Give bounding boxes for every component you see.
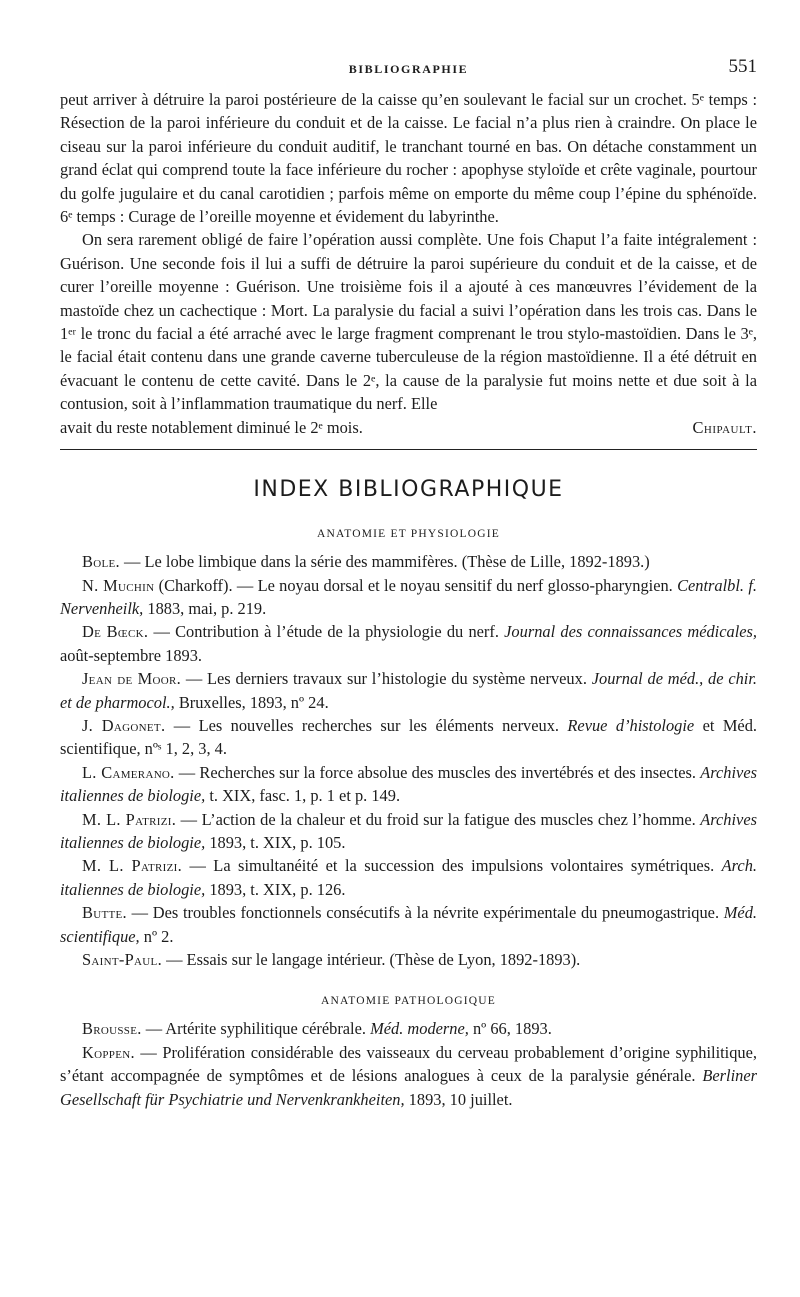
bibliography-entry (60, 948, 757, 971)
author-signature: Chipault. (692, 417, 757, 437)
entry-journal: Revue d’histologie (567, 715, 695, 735)
running-title: BIBLIOGRAPHIE (348, 62, 469, 76)
article-last-line: avait du reste notablement diminué le 2ᵉ mois. (60, 417, 363, 437)
entry-tail: nº 2. (139, 926, 174, 946)
entry-text: — Essais sur le langage intérieur. (Thèse de Lyon, 1892-1893). (161, 950, 581, 969)
entry-text: — Les nouvelles recherches sur les éléments nerveux. (165, 715, 568, 735)
entry-journal: Arch. italiennes de biologie, (60, 856, 757, 899)
entry-text: — Les derniers travaux sur l’histologie du système nerveux. (181, 669, 592, 689)
page-number: 551 (728, 56, 757, 77)
bibliography-entry (60, 854, 757, 901)
article-paragraph: peut arriver à détruire la paroi postérieure de la caisse qu’en soulevant le facial sur un crochet. 5ᵉ temps : Résection de la paroi inférieure du conduit et de la caisse. Le facial n’a plus rien à craindre. On place le ciseau sur la paroi inférieure du conduit auditif, le tranchant tourné en bas. On détache constamment un grand éclat qui comprend toute la face inférieure du rocher : apophyse styloïde et crête vaginale, pourtour du golfe jugulaire et du canal carotidien ; parfois même on emporte du même coup l’épine du sphénoïde. 6ᵉ temps : Curage de l’oreille moyenne et évidement du labyrinthe. (60, 90, 757, 227)
entry-journal: Journal de méd., de chir. et de pharmocol., (60, 669, 757, 712)
entry-author: Saint-Paul. (82, 950, 162, 969)
entry-author: Koppen. (82, 1042, 135, 1062)
entry-tail: 1893, 10 juillet. (404, 1089, 513, 1109)
entry-text: — Prolifération considérable des vaisseaux du cerveau probablement d’origine syphilitique, s’étant accompagnée de symptômes et de lésions analogues à ceux de la paralysie générale. (60, 1042, 757, 1086)
entry-text: — Des troubles fonctionnels consécutifs à la névrite expérimentale du pneumogastrique. (126, 903, 724, 923)
entry-text: — La simultanéité et la succession des impulsions volontaires symétriques. (181, 856, 722, 876)
bibliography-entry (60, 761, 757, 808)
bibliography-entry (60, 1017, 757, 1040)
entry-text: — Contribution à l’étude de la physiologie du nerf. (148, 622, 505, 642)
entry-author: Jean de Moor. (82, 669, 182, 689)
entry-tail: t. XIX, fasc. 1, p. 1 et p. 149. (205, 786, 401, 806)
page-body (60, 88, 757, 1111)
entry-author: Bole. (82, 552, 120, 572)
entry-journal: Archives italiennes de biologie, (60, 762, 757, 806)
entry-tail: nº 66, 1893. (468, 1019, 552, 1039)
article-signoff (60, 416, 757, 439)
entry-author: M. L. Patrizi. (82, 809, 177, 829)
entry-text: (Charkoff). — Le noyau dorsal et le noyau sensitif du nerf glosso-pharyngien. (154, 575, 678, 595)
bibliography-entry (60, 901, 757, 948)
entry-tail: 1893, t. XIX, p. 105. (205, 832, 346, 852)
entry-text: — Artérite syphilitique cérébrale. (141, 1019, 371, 1039)
bibliography-entry (60, 667, 757, 714)
entry-author: De Bœck. (82, 622, 149, 642)
bibliography-entry (60, 574, 757, 621)
entry-tail: et Méd. scientifique, nºˢ 1, 2, 3, 4. (60, 715, 757, 759)
entry-journal: Berliner Gesellschaft für Psychiatrie und Nervenkrankheiten, (60, 1066, 757, 1109)
bibliography-entry (60, 1041, 757, 1111)
entry-author: N. Muchin (82, 575, 155, 595)
article-paragraph: On sera rarement obligé de faire l’opération aussi complète. Une fois Chaput l’a faite intégralement : Guérison. Une seconde fois il lui a suffi de détruire la paroi supérieure du conduit et de la caisse, et de curer l’oreille moyenne : Guérison. Une troisième fois il a ajouté à ces manœuvres l’évidement de la mastoïde chez un cachectique : Mort. La paralysie du facial a suivi l’opération dans les trois cas. Dans le 1ᵉʳ le tronc du facial a été arraché avec le large fragment comprenant le trou stylo-mastoïdien. Dans le 3ᵉ, le facial était contenu dans une grande caverne tuberculeuse de la région mastoïdienne. Il a été détruit en évacuant le contenu de cette cavité. Dans le 2ᵉ, la cause de la paralysie fut moins nette et due soit à la contusion, soit à l’inflammation traumatique du nerf. Elle (60, 230, 757, 414)
section-heading: ANATOMIE PATHOLOGIQUE (320, 995, 497, 1008)
entry-tail: août-septembre 1893. (60, 645, 203, 665)
bibliography-entry (60, 714, 757, 761)
bibliography-entry (60, 808, 757, 855)
separator-rule (60, 449, 757, 450)
entry-journal: Méd. scientifique, (60, 903, 757, 946)
entry-text: — L’action de la chaleur et du froid sur la fatigue des muscles chez l’homme. (176, 809, 701, 829)
entry-journal: Archives italiennes de biologie, (60, 809, 757, 852)
section-heading: ANATOMIE ET PHYSIOLOGIE (316, 528, 501, 541)
entry-journal: Journal des connaissances médicales, (504, 622, 757, 642)
entry-tail: 1883, mai, p. 219. (143, 598, 267, 618)
bibliography-entry (60, 550, 757, 573)
bibliography-entry (60, 620, 757, 667)
index-title: INDEX BIBLIOGRAPHIQUE (253, 477, 564, 503)
entry-author: J. Dagonet. (82, 715, 166, 735)
entry-journal: Centralbl. f. Nervenheilk, (60, 575, 757, 618)
entry-author: L. Camerano. (82, 762, 175, 782)
entry-text: — Le lobe limbique dans la série des mammifères. (Thèse de Lille, 1892-1893.) (119, 552, 650, 572)
running-head (60, 56, 757, 86)
entry-author: M. L. Patrizi. (82, 856, 182, 876)
entry-tail: Bruxelles, 1893, nº 24. (174, 692, 329, 712)
entry-tail: 1893, t. XIX, p. 126. (205, 879, 346, 899)
entry-author: Butte. (82, 903, 127, 923)
entry-author: Brousse. (82, 1019, 142, 1039)
entry-journal: Méd. moderne, (370, 1019, 469, 1039)
entry-text: — Recherches sur la force absolue des muscles des invertébrés et des insectes. (174, 762, 701, 782)
